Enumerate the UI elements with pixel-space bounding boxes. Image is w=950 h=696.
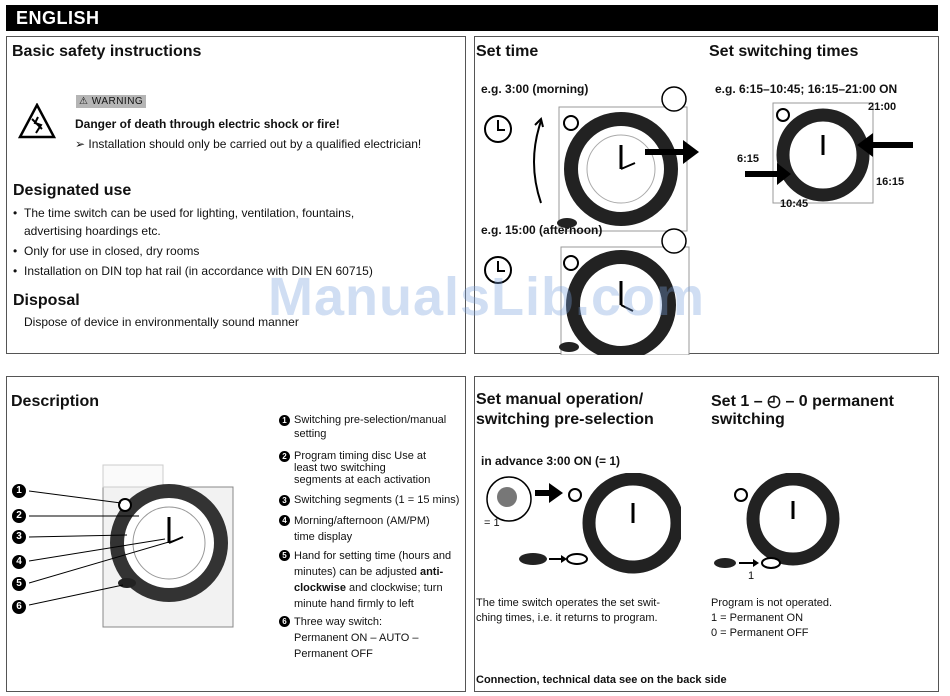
marker-5: 5 xyxy=(12,577,26,591)
safety-title: Basic safety instructions xyxy=(12,43,202,60)
permanent-title-line1: Set 1 – ◴ – 0 permanent xyxy=(711,393,894,410)
description-item: Program timing disc Use at least two switching segments at each activation xyxy=(294,450,431,486)
arrow-right-icon xyxy=(641,137,701,167)
disposal-title: Disposal xyxy=(13,292,80,309)
arrow-right-icon xyxy=(743,163,793,185)
description-item: Morning/afternoon (AM/PM) time display xyxy=(294,515,430,543)
language-label: ENGLISH xyxy=(16,8,100,28)
warning-badge: ⚠ WARNING xyxy=(76,95,146,108)
designated-item-cont: advertising hoardings etc. xyxy=(24,224,161,238)
marker-1: 1 xyxy=(12,484,26,498)
switching-times-title: Set switching times xyxy=(709,43,859,60)
manual-marker: = 1 xyxy=(484,517,500,529)
manual-text-line1: The time switch operates the set swit- xyxy=(476,597,661,609)
permanent-diagram xyxy=(711,473,841,573)
footer-note: Connection, technical data see on the back side xyxy=(476,674,727,686)
item-number: 5 xyxy=(279,550,290,561)
designated-item: • The time switch can be used for lighting, ventilation, fountains, xyxy=(24,204,354,222)
rotation-arrow-icon xyxy=(525,117,545,207)
manual-diagram xyxy=(481,473,681,581)
description-title: Description xyxy=(11,393,100,410)
permanent-off: 0 = Permanent OFF xyxy=(711,627,809,639)
marker-6: 6 xyxy=(12,600,26,614)
item-number: 4 xyxy=(279,515,290,526)
permanent-title-line2: switching xyxy=(711,411,785,428)
marker-3: 3 xyxy=(12,530,26,544)
clock-icon xyxy=(483,114,513,144)
manual-title-line2: switching pre-selection xyxy=(476,411,654,428)
marker-2: 2 xyxy=(12,509,26,523)
time-label: 21:00 xyxy=(868,101,897,113)
time-label: 16:15 xyxy=(876,176,905,188)
danger-text: Danger of death through electric shock or fire! xyxy=(75,117,340,131)
item-number: 2 xyxy=(279,451,290,462)
manual-title-line1: Set manual operation/ xyxy=(476,391,644,408)
install-note: ➢ Installation should only be carried out by a qualified electrician! xyxy=(75,137,422,151)
example-morning: e.g. 3:00 (morning) xyxy=(481,82,589,96)
example-afternoon: e.g. 15:00 (afternoon) xyxy=(481,223,603,237)
description-item: Three way switch: Permanent ON – AUTO – Permanent OFF xyxy=(294,616,419,660)
item-number: 1 xyxy=(279,415,290,426)
magnifier-icon xyxy=(660,227,688,255)
timer-dial-morning xyxy=(553,97,693,237)
permanent-note: Program is not operated. xyxy=(711,597,833,609)
disposal-text: Dispose of device in environmentally sound manner xyxy=(24,315,299,329)
description-item: Switching pre-selection/manual setting xyxy=(294,414,447,440)
permanent-marker: 1 xyxy=(748,570,755,582)
switching-times-example: e.g. 6:15–10:45; 16:15–21:00 ON xyxy=(715,82,898,96)
watermark: ManualsLib.com xyxy=(268,267,706,327)
designated-item: • Installation on DIN top hat rail (in accordance with DIN EN 60715) xyxy=(24,262,373,280)
arrow-left-icon xyxy=(855,133,915,157)
magnifier-icon xyxy=(660,85,688,113)
permanent-on: 1 = Permanent ON xyxy=(711,612,804,624)
time-label: 10:45 xyxy=(780,198,809,210)
description-item: Switching segments (1 = 15 mins) xyxy=(294,494,460,506)
designated-item: • Only for use in closed, dry rooms xyxy=(24,242,199,260)
marker-4: 4 xyxy=(12,555,26,569)
language-banner xyxy=(6,5,938,31)
description-item: Hand for setting time (hours and minutes) can be adjusted anti-clockwise and clockwise; turn minute hand firmly to left xyxy=(294,550,452,610)
item-number: 6 xyxy=(279,616,290,627)
manual-text-line2: ching times, i.e. it returns to program. xyxy=(476,612,658,624)
time-label: 6:15 xyxy=(737,153,760,165)
manual-panel xyxy=(474,376,939,692)
designated-title: Designated use xyxy=(13,182,132,199)
device-diagram xyxy=(29,461,239,631)
manual-subtitle: in advance 3:00 ON (= 1) xyxy=(481,454,621,468)
description-panel xyxy=(6,376,466,692)
item-number: 3 xyxy=(279,495,290,506)
set-time-title: Set time xyxy=(476,43,539,60)
warning-triangle-icon xyxy=(18,103,56,139)
